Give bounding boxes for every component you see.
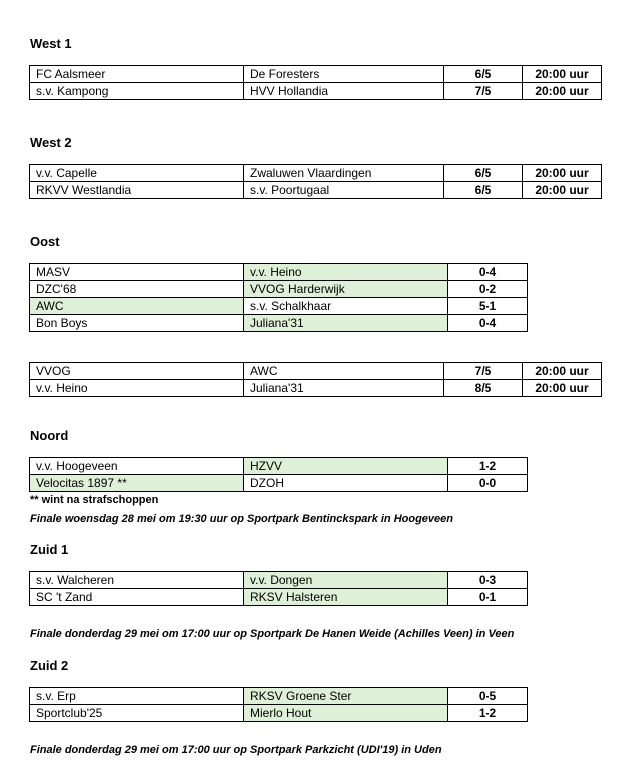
- home-team: SC 't Zand: [30, 589, 244, 606]
- match-date: 7/5: [444, 363, 523, 380]
- away-team: DZOH: [244, 475, 448, 492]
- section-title-noord: Noord: [30, 428, 69, 443]
- away-team: HVV Hollandia: [244, 83, 444, 100]
- table-row: [30, 83, 602, 100]
- match-score: 0-1: [448, 589, 528, 606]
- table-row: [30, 705, 528, 722]
- match-time: 20:00 uur: [523, 182, 602, 199]
- table-row: [30, 182, 602, 199]
- home-team: v.v. Heino: [30, 380, 244, 397]
- away-team: Juliana'31: [244, 380, 444, 397]
- home-team: Bon Boys: [30, 315, 244, 332]
- match-date: 6/5: [444, 165, 523, 182]
- away-team: VVOG Harderwijk: [244, 281, 448, 298]
- fixtures-table-west2: [29, 164, 602, 199]
- match-time: 20:00 uur: [523, 380, 602, 397]
- away-team: HZVV: [244, 458, 448, 475]
- away-team: Mierlo Hout: [244, 705, 448, 722]
- table-row: [30, 572, 528, 589]
- finale-info-noord: Finale woensdag 28 mei om 19:30 uur op Sportpark Bentinckspark in Hoogeveen: [30, 513, 454, 525]
- match-time: 20:00 uur: [523, 165, 602, 182]
- match-score: 0-5: [448, 688, 528, 705]
- match-score: 0-3: [448, 572, 528, 589]
- home-team: FC Aalsmeer: [30, 66, 244, 83]
- away-team: s.v. Poortugaal: [244, 182, 444, 199]
- home-team: VVOG: [30, 363, 244, 380]
- home-team: s.v. Walcheren: [30, 572, 244, 589]
- match-score: 0-4: [448, 264, 528, 281]
- penalty-note: ** wint na strafschoppen: [30, 494, 159, 506]
- match-score: 0-0: [448, 475, 528, 492]
- away-team: s.v. Schalkhaar: [244, 298, 448, 315]
- results-table-zuid2: [29, 687, 528, 722]
- away-team: v.v. Dongen: [244, 572, 448, 589]
- table-row: [30, 315, 528, 332]
- table-row: [30, 281, 528, 298]
- results-table-zuid1: [29, 571, 528, 606]
- match-score: 5-1: [448, 298, 528, 315]
- away-team: Juliana'31: [244, 315, 448, 332]
- home-team: s.v. Erp: [30, 688, 244, 705]
- home-team: Sportclub'25: [30, 705, 244, 722]
- fixtures-table-oost: [29, 362, 602, 397]
- match-date: 6/5: [444, 182, 523, 199]
- home-team: v.v. Hoogeveen: [30, 458, 244, 475]
- table-row: [30, 475, 528, 492]
- home-team: s.v. Kampong: [30, 83, 244, 100]
- table-row: [30, 589, 528, 606]
- table-row: [30, 66, 602, 83]
- away-team: Zwaluwen Vlaardingen: [244, 165, 444, 182]
- away-team: RKSV Groene Ster: [244, 688, 448, 705]
- away-team: AWC: [244, 363, 444, 380]
- finale-info-zuid1: Finale donderdag 29 mei om 17:00 uur op Sportpark De Hanen Weide (Achilles Veen) in Veen: [30, 628, 515, 640]
- home-team: AWC: [30, 298, 244, 315]
- away-team: RKSV Halsteren: [244, 589, 448, 606]
- match-date: 6/5: [444, 66, 523, 83]
- table-row: [30, 165, 602, 182]
- match-time: 20:00 uur: [523, 363, 602, 380]
- table-row: [30, 264, 528, 281]
- home-team: v.v. Capelle: [30, 165, 244, 182]
- match-time: 20:00 uur: [523, 66, 602, 83]
- table-row: [30, 458, 528, 475]
- results-table-oost: [29, 263, 528, 332]
- match-date: 8/5: [444, 380, 523, 397]
- match-score: 1-2: [448, 705, 528, 722]
- away-team: v.v. Heino: [244, 264, 448, 281]
- section-title-oost: Oost: [30, 234, 60, 249]
- match-time: 20:00 uur: [523, 83, 602, 100]
- match-score: 1-2: [448, 458, 528, 475]
- section-title-west1: West 1: [30, 36, 72, 51]
- away-team: De Foresters: [244, 66, 444, 83]
- match-date: 7/5: [444, 83, 523, 100]
- table-row: [30, 688, 528, 705]
- match-score: 0-4: [448, 315, 528, 332]
- home-team: Velocitas 1897 **: [30, 475, 244, 492]
- home-team: MASV: [30, 264, 244, 281]
- home-team: RKVV Westlandia: [30, 182, 244, 199]
- fixtures-table-west1: [29, 65, 602, 100]
- table-row: [30, 380, 602, 397]
- results-table-noord: [29, 457, 528, 492]
- table-row: [30, 298, 528, 315]
- table-row: [30, 363, 602, 380]
- section-title-zuid2: Zuid 2: [30, 658, 69, 673]
- section-title-zuid1: Zuid 1: [30, 542, 69, 557]
- home-team: DZC'68: [30, 281, 244, 298]
- section-title-west2: West 2: [30, 135, 72, 150]
- finale-info-zuid2: Finale donderdag 29 mei om 17:00 uur op Sportpark Parkzicht (UDI'19) in Uden: [30, 744, 442, 756]
- match-score: 0-2: [448, 281, 528, 298]
